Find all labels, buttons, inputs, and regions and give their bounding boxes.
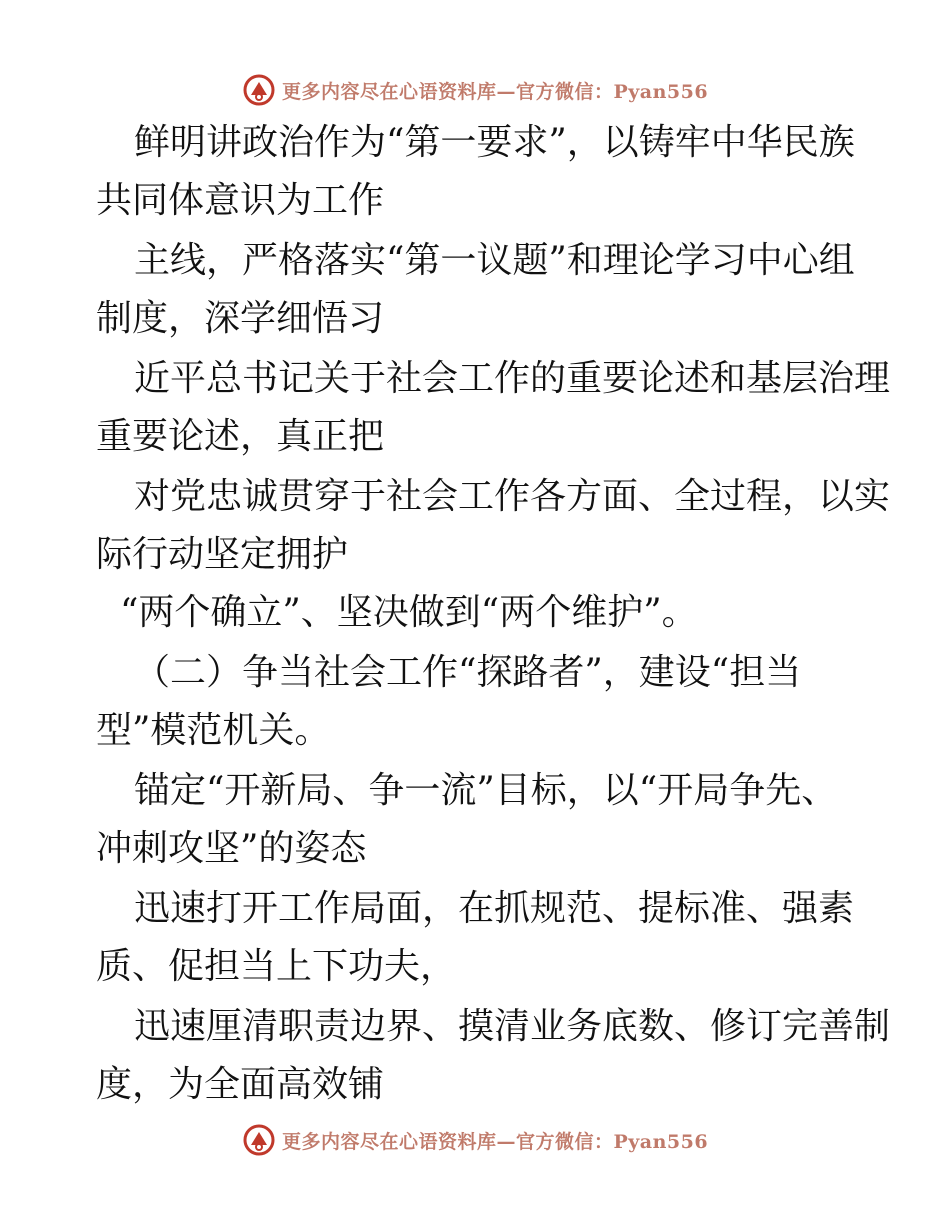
body-line: 迅速打开工作局面，在抓规范、提标准、强素 (134, 888, 855, 929)
body-line: 迅速厘清职责边界、摸清业务底数、修订完善制 (134, 1006, 891, 1047)
body-line: 主线，严格落实“第一议题”和理论学习中心组 (134, 240, 855, 281)
body-line: 鲜明讲政治作为“第一要求”，以铸牢中华民族 (134, 122, 855, 163)
logo-icon (242, 1123, 276, 1157)
header-watermark-text: 更多内容尽在心语资料库—官方微信：Pyan556 (281, 80, 709, 103)
section-heading: 型”模范机关。 (96, 710, 331, 751)
body-line: 近平总书记关于社会工作的重要论述和基层治理 (134, 358, 891, 399)
body-line: 制度，深学细悟习 (96, 298, 385, 339)
footer-watermark-text: 更多内容尽在心语资料库—官方微信：Pyan556 (281, 1130, 709, 1153)
body-line: 冲刺攻坚”的姿态 (96, 828, 367, 869)
body-line: 共同体意识为工作 (96, 180, 385, 221)
footer-watermark (0, 1120, 950, 1160)
logo-icon (242, 73, 276, 107)
header-watermark (0, 70, 950, 110)
section-heading: （二）争当社会工作“探路者”，建设“担当 (134, 652, 802, 693)
body-line: 重要论述，真正把 (96, 416, 385, 457)
body-line: 对党忠诚贯穿于社会工作各方面、全过程，以实 (134, 476, 891, 517)
body-line: 际行动坚定拥护 (96, 534, 349, 575)
body-line: “两个确立”、坚决做到“两个维护”。 (120, 592, 698, 633)
body-line: 度，为全面高效铺 (96, 1064, 385, 1105)
body-line: 锚定“开新局、争一流”目标，以“开局争先、 (134, 770, 838, 811)
body-line: 质、促担当上下功夫， (96, 946, 457, 987)
